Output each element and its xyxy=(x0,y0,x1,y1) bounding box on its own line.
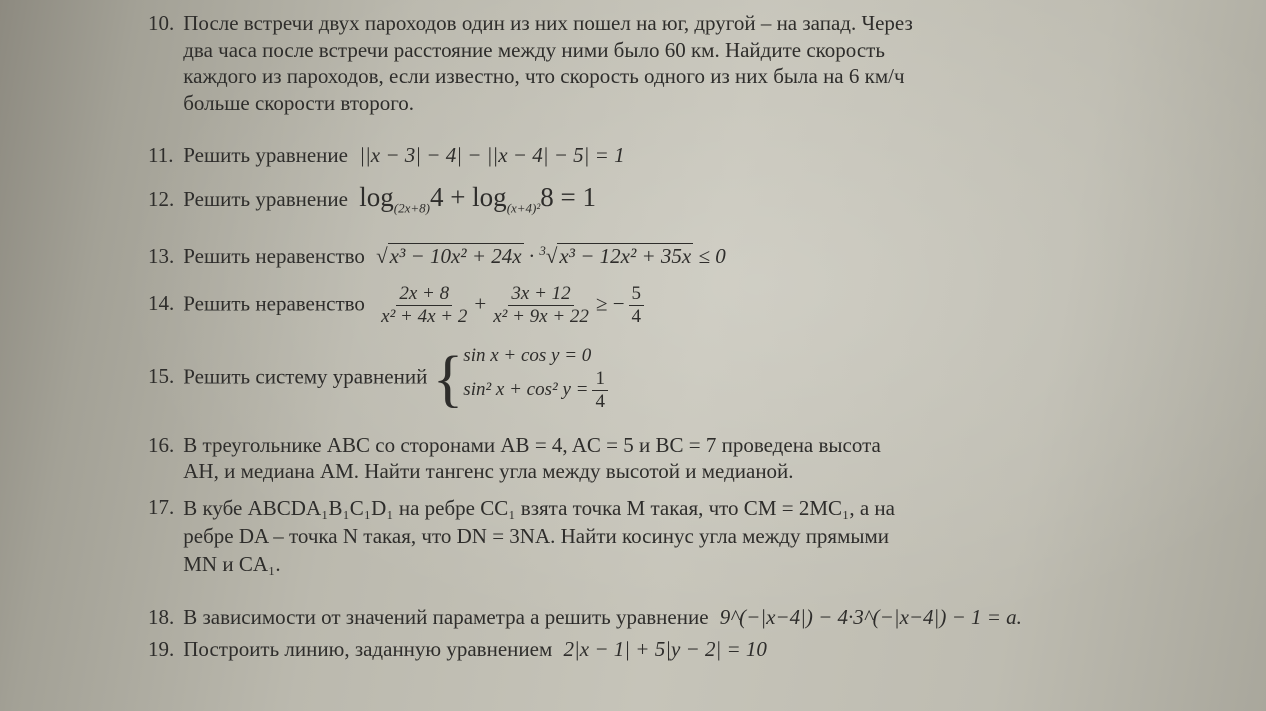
problem-11 xyxy=(148,142,625,168)
denominator: x² + 4x + 2 xyxy=(381,306,468,327)
numerator: 3x + 12 xyxy=(508,283,573,306)
denominator: 4 xyxy=(595,391,605,412)
problem-number: 10. xyxy=(148,11,175,35)
system-equation-2: sin² x + cos² y = $\frac{1}{4}$ xyxy=(463,368,612,413)
problem-text: Решить уравнение xyxy=(183,187,348,211)
problem-number: 16. xyxy=(148,433,175,457)
problem-text: Решить неравенство xyxy=(183,291,365,316)
numerator: 2x + 8 xyxy=(396,283,452,306)
problem-text-line: В кубе ABCDA₁B₁C₁D₁ на ребре CC₁ взята точка M такая, что CM = 2MC₁, а на xyxy=(183,496,895,520)
problem-number: 12. xyxy=(148,187,175,211)
problem-number: 11. xyxy=(148,143,174,167)
problem-number: 13. xyxy=(148,244,175,268)
cube-root-radicand: x³ − 12x² + 35x xyxy=(559,244,692,268)
problem-10 xyxy=(148,10,913,116)
numerator: 1 xyxy=(592,368,608,391)
numerator: 5 xyxy=(629,283,645,306)
problem-text-line: AH, и медиана AM. Найти тангенс угла между высотой и медианой. xyxy=(183,459,794,483)
fraction xyxy=(629,283,645,328)
fraction xyxy=(378,283,470,328)
relation: ≥ − xyxy=(595,291,625,316)
problem-text-line: MN и CA₁. xyxy=(183,552,281,576)
problem-text-line: два часа после встречи расстояние между ними было 60 км. Найдите скорость xyxy=(183,37,885,62)
inequality-rhs: ≤ 0 xyxy=(698,244,726,268)
problem-text: В зависимости от значений параметра a решить уравнение xyxy=(183,605,709,629)
equation: 2|x − 1| + 5|y − 2| = 10 xyxy=(563,637,767,661)
fraction xyxy=(490,283,592,328)
problem-19 xyxy=(148,636,767,662)
problem-number: 14. xyxy=(148,291,175,316)
problem-12 xyxy=(148,184,596,221)
problem-14: 14. Решить неравенство $\frac{2x + 8}{\text{x² + 4x + 2}}$ + $\frac{3x + 12}{\text{x² + 9x + 22}}$ ≥ − $\frac{5}{4}$ xyxy=(148,283,648,328)
problem-text: Решить неравенство xyxy=(183,244,365,268)
problem-16 xyxy=(148,432,881,484)
problem-13 xyxy=(148,238,726,269)
denominator: 4 xyxy=(631,306,642,327)
problem-18 xyxy=(148,604,1022,630)
log-base: (x+4)² xyxy=(506,200,541,216)
problem-number: 19. xyxy=(148,637,175,661)
denominator: x² + 9x + 22 xyxy=(493,306,589,327)
fraction xyxy=(592,368,608,413)
log-term: $\log_{(2x+8)}4 + \log_{(x+4)^2}8 = 1$ xyxy=(359,182,597,216)
equation: ||x − 3| − 4| − ||x − 4| − 5| = 1 xyxy=(359,143,625,167)
log-argument: 4 xyxy=(429,182,444,212)
problem-text: Решить систему уравнений xyxy=(183,364,428,389)
system-equation-1: sin x + cos y = 0 xyxy=(463,345,592,366)
root-index: 3 xyxy=(539,243,546,258)
problem-text-line: В треугольнике ABC со сторонами AB = 4, AC = 5 и BC = 7 проведена высота xyxy=(183,433,881,457)
problem-text: Построить линию, заданную уравнением xyxy=(183,637,553,661)
system-brace: { xyxy=(432,342,464,414)
log-base: (2x+8) xyxy=(393,200,430,216)
problem-text-line: ребре DA – точка N такая, что DN = 3NA. Найти косинус угла между прямыми xyxy=(183,524,890,548)
problem-number: 15. xyxy=(148,364,175,389)
problem-text-line: больше скорости второго. xyxy=(183,90,415,115)
log-argument: 8 xyxy=(540,182,554,212)
problem-number: 18. xyxy=(148,605,175,629)
problem-number: 17. xyxy=(148,495,175,519)
problem-17 xyxy=(148,494,895,578)
inequality: √x³ − 10x² + 24x · $^3$√x³ − 12x² + 35x ≤ 0 xyxy=(376,243,726,268)
equation-system xyxy=(463,344,612,413)
square-root-radicand: x³ − 10x² + 24x xyxy=(389,244,522,268)
problem-text-line: После встречи двух пароходов один из них пошел на юг, другой – на запад. Через xyxy=(183,11,913,35)
equation-rhs: = 1 xyxy=(560,182,597,212)
problem-15 xyxy=(148,344,612,413)
equation: 9^(−|x−4|) − 4·3^(−|x−4|) − 1 = a. xyxy=(719,605,1022,629)
problem-text-line: каждого из пароходов, если известно, что скорость одного из них была на 6 км/ч xyxy=(183,64,905,88)
problem-text: Решить уравнение xyxy=(183,143,348,167)
